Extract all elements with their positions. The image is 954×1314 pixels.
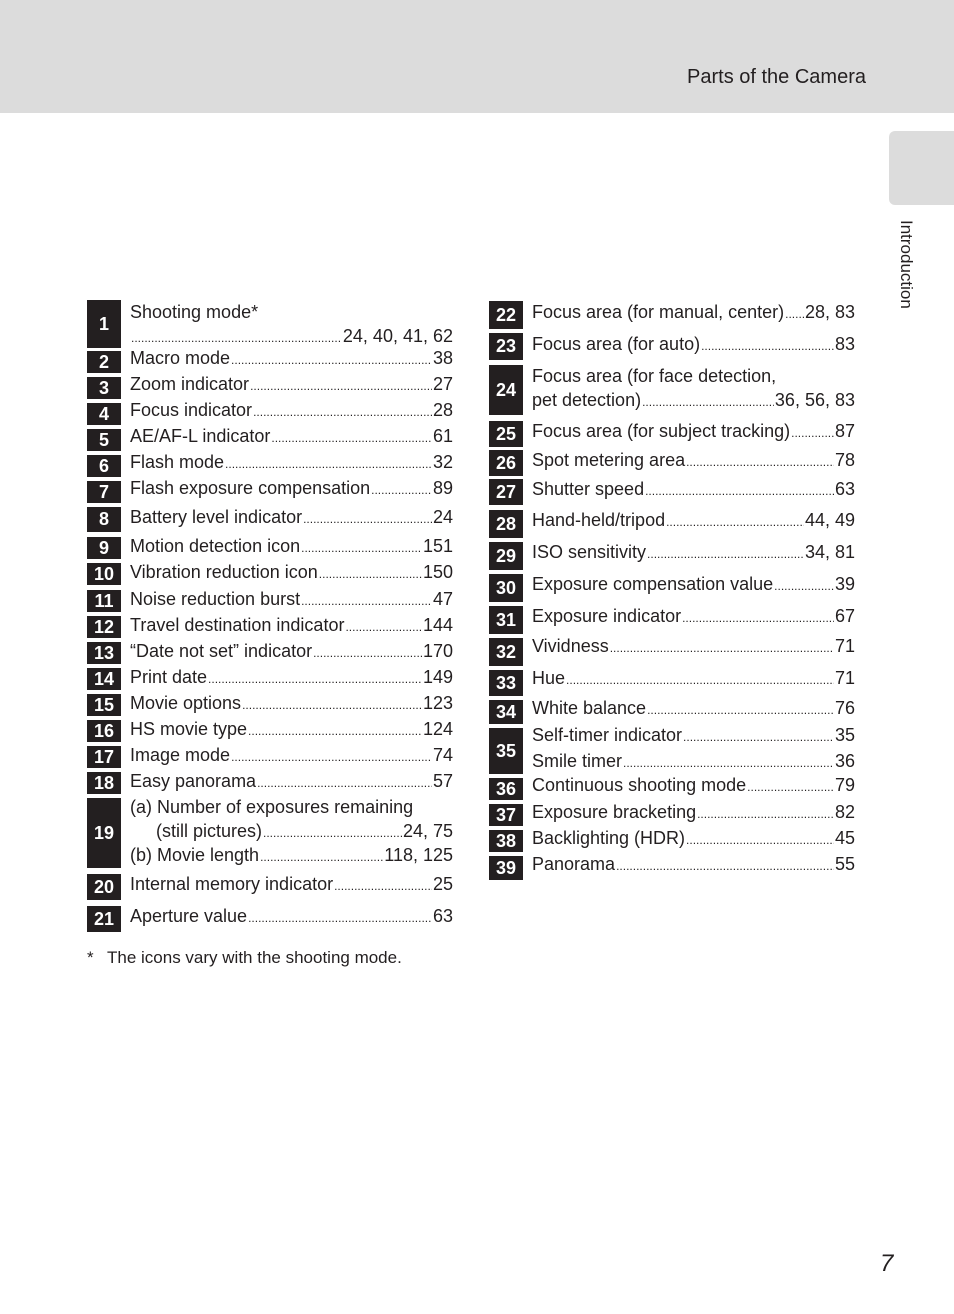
- footnote: [87, 948, 402, 968]
- legend-item-12: [87, 614, 453, 638]
- item-pages: 24, 40, 41, 62: [342, 326, 453, 346]
- legend-item-7: [87, 479, 453, 503]
- item-pages: 79: [834, 775, 855, 795]
- item-label-continued: (still pictures): [156, 821, 263, 841]
- legend-item-31: [489, 604, 855, 634]
- legend-item-30: [489, 572, 855, 602]
- item-number-badge: 17: [87, 746, 121, 768]
- header-band: [0, 0, 954, 113]
- item-number-badge: 32: [489, 638, 523, 666]
- item-pages: 36: [834, 751, 855, 771]
- item-label: Internal memory indicator: [130, 874, 334, 894]
- item-pages: 82: [834, 802, 855, 822]
- legend-item-16: [87, 718, 453, 742]
- legend-item-10: [87, 561, 453, 585]
- item-label: Panorama: [532, 854, 616, 874]
- item-label: White balance: [532, 698, 647, 718]
- item-pages: 24: [432, 507, 453, 527]
- item-pages: 71: [834, 668, 855, 688]
- item-label: Focus area (for face detection,: [532, 366, 777, 386]
- footnote-marker: *: [87, 948, 94, 967]
- right-legend-column: [489, 299, 855, 884]
- item-number-badge: 25: [489, 421, 523, 447]
- legend-item-13: [87, 640, 453, 664]
- item-pages: 151: [422, 536, 453, 556]
- item-label: Exposure compensation value: [532, 574, 774, 594]
- item-label: Backlighting (HDR): [532, 828, 686, 848]
- item-label: Hand-held/tripod: [532, 510, 666, 530]
- item-pages: 118, 125: [384, 845, 453, 865]
- item-pages: 124: [422, 719, 453, 739]
- item-label: Exposure indicator: [532, 606, 682, 626]
- legend-item-39: [489, 854, 855, 880]
- item-number-badge: 15: [87, 694, 121, 716]
- item-number-badge: 38: [489, 830, 523, 852]
- legend-item-25: [489, 419, 855, 447]
- item-number-badge: 8: [87, 507, 121, 532]
- item-label: Aperture value: [130, 906, 248, 926]
- item-number-badge: 11: [87, 590, 121, 612]
- item-label: AE/AF-L indicator: [130, 426, 271, 446]
- legend-item-24: [489, 363, 855, 415]
- item-pages: 47: [432, 589, 453, 609]
- item-pages: 32: [432, 452, 453, 472]
- item-pages: 63: [834, 479, 855, 499]
- item-label: Noise reduction burst: [130, 589, 301, 609]
- item-pages: 61: [432, 426, 453, 446]
- item-label: Macro mode: [130, 348, 231, 368]
- item-label: Hue: [532, 668, 566, 688]
- legend-item-15: [87, 692, 453, 716]
- item-label: Self-timer indicator: [532, 725, 683, 745]
- item-pages: 38: [432, 348, 453, 368]
- item-label: (a) Number of exposures remaining: [130, 797, 414, 817]
- item-pages: 39: [834, 574, 855, 594]
- item-number-badge: 2: [87, 351, 121, 373]
- legend-item-35: [489, 726, 855, 774]
- item-number-badge: 3: [87, 377, 121, 399]
- item-label: Zoom indicator: [130, 374, 250, 394]
- item-label: Easy panorama: [130, 771, 257, 791]
- item-number-badge: 10: [87, 563, 121, 585]
- page-header-title: Parts of the Camera: [687, 66, 866, 88]
- item-number-badge: 30: [489, 574, 523, 602]
- legend-item-27: [489, 477, 855, 505]
- item-number-badge: 27: [489, 479, 523, 505]
- legend-item-17: [87, 744, 453, 768]
- item-number-badge: 16: [87, 720, 121, 742]
- item-number-badge: 14: [87, 668, 121, 690]
- item-number-badge: 26: [489, 450, 523, 476]
- item-number-badge: 22: [489, 301, 523, 329]
- item-label: Flash mode: [130, 452, 225, 472]
- item-pages: 123: [422, 693, 453, 713]
- item-number-badge: 6: [87, 455, 121, 477]
- page-number: 7: [880, 1250, 894, 1277]
- legend-item-9: [87, 535, 453, 559]
- legend-item-19: [87, 796, 453, 868]
- item-number-badge: 7: [87, 481, 121, 503]
- item-pages: 27: [432, 374, 453, 394]
- item-pages: 67: [834, 606, 855, 626]
- item-pages: 89: [432, 478, 453, 498]
- legend-item-38: [489, 828, 855, 852]
- item-number-badge: 19: [87, 798, 121, 868]
- legend-item-11: [87, 588, 453, 612]
- legend-item-21: [87, 904, 453, 932]
- item-label: Exposure bracketing: [532, 802, 697, 822]
- item-label: Shutter speed: [532, 479, 645, 499]
- item-pages: 78: [834, 450, 855, 470]
- legend-item-26: [489, 448, 855, 476]
- item-number-badge: 4: [87, 403, 121, 425]
- item-label: ISO sensitivity: [532, 542, 647, 562]
- item-number-badge: 24: [489, 365, 523, 415]
- legend-item-14: [87, 666, 453, 690]
- item-pages: 87: [834, 421, 855, 441]
- item-label: (b) Movie length: [130, 845, 260, 865]
- legend-item-1: [87, 300, 453, 348]
- item-label: HS movie type: [130, 719, 248, 739]
- item-pages: 34, 81: [804, 542, 855, 562]
- item-label: Motion detection icon: [130, 536, 301, 556]
- legend-item-18: [87, 770, 453, 794]
- left-legend-column: [87, 297, 453, 937]
- item-pages: 74: [432, 745, 453, 765]
- legend-item-2: [87, 349, 453, 373]
- item-number-badge: 18: [87, 772, 121, 794]
- item-label: “Date not set” indicator: [130, 641, 313, 661]
- item-pages: 144: [422, 615, 453, 635]
- footnote-text: The icons vary with the shooting mode.: [107, 948, 402, 967]
- item-pages: 71: [834, 636, 855, 656]
- item-label: Shooting mode*: [130, 302, 259, 322]
- item-number-badge: 13: [87, 642, 121, 664]
- item-label: Continuous shooting mode: [532, 775, 747, 795]
- legend-item-28: [489, 508, 855, 538]
- item-label: Movie options: [130, 693, 242, 713]
- item-label: Smile timer: [532, 751, 623, 771]
- item-number-badge: 9: [87, 537, 121, 559]
- legend-item-8: [87, 506, 453, 532]
- item-number-badge: 1: [87, 300, 121, 348]
- item-number-badge: 35: [489, 728, 523, 774]
- item-number-badge: 37: [489, 804, 523, 826]
- legend-item-37: [489, 802, 855, 826]
- item-label: Focus area (for auto): [532, 334, 701, 354]
- legend-item-23: [489, 332, 855, 360]
- item-number-badge: 33: [489, 670, 523, 696]
- item-label: Focus area (for manual, center): [532, 302, 785, 322]
- item-pages: 63: [432, 906, 453, 926]
- legend-item-5: [87, 427, 453, 451]
- item-pages: 76: [834, 698, 855, 718]
- item-number-badge: 34: [489, 700, 523, 724]
- item-pages: 25: [432, 874, 453, 894]
- legend-item-34: [489, 698, 855, 724]
- item-label: Focus indicator: [130, 400, 253, 420]
- item-label-continued: pet detection): [532, 390, 642, 410]
- item-pages: 28: [432, 400, 453, 420]
- item-number-badge: 5: [87, 429, 121, 451]
- item-label: Image mode: [130, 745, 231, 765]
- item-label: Spot metering area: [532, 450, 686, 470]
- section-tab: [889, 131, 954, 205]
- item-number-badge: 23: [489, 333, 523, 360]
- item-pages: 35: [834, 725, 855, 745]
- legend-item-3: [87, 375, 453, 399]
- item-pages: 149: [422, 667, 453, 687]
- item-pages: 24, 75: [402, 821, 453, 841]
- item-number-badge: 39: [489, 856, 523, 880]
- item-label: Flash exposure compensation: [130, 478, 371, 498]
- legend-item-33: [489, 668, 855, 696]
- item-label: Travel destination indicator: [130, 615, 345, 635]
- item-number-badge: 31: [489, 606, 523, 634]
- item-number-badge: 29: [489, 542, 523, 570]
- item-pages: 83: [834, 334, 855, 354]
- item-number-badge: 28: [489, 510, 523, 538]
- item-pages: 57: [432, 771, 453, 791]
- legend-item-4: [87, 401, 453, 425]
- item-label: Vibration reduction icon: [130, 562, 318, 582]
- legend-item-6: [87, 453, 453, 477]
- item-label: Print date: [130, 667, 208, 687]
- item-pages: 170: [422, 641, 453, 661]
- legend-item-32: [489, 636, 855, 666]
- legend-item-22: [489, 299, 855, 329]
- section-tab-label: Introduction: [897, 220, 916, 309]
- item-label: Focus area (for subject tracking): [532, 421, 791, 441]
- item-label: Vividness: [532, 636, 609, 656]
- item-pages: 150: [422, 562, 453, 582]
- item-label: Battery level indicator: [130, 507, 303, 527]
- item-pages: 44, 49: [804, 510, 855, 530]
- legend-item-20: [87, 872, 453, 900]
- item-number-badge: 20: [87, 874, 121, 900]
- item-number-badge: 36: [489, 778, 523, 800]
- item-pages: 55: [834, 854, 855, 874]
- legend-item-29: [489, 540, 855, 570]
- legend-item-36: [489, 776, 855, 800]
- item-number-badge: 21: [87, 906, 121, 932]
- item-pages: 28, 83: [804, 302, 855, 322]
- item-pages: 45: [834, 828, 855, 848]
- item-pages: 36, 56, 83: [774, 390, 855, 410]
- item-number-badge: 12: [87, 616, 121, 638]
